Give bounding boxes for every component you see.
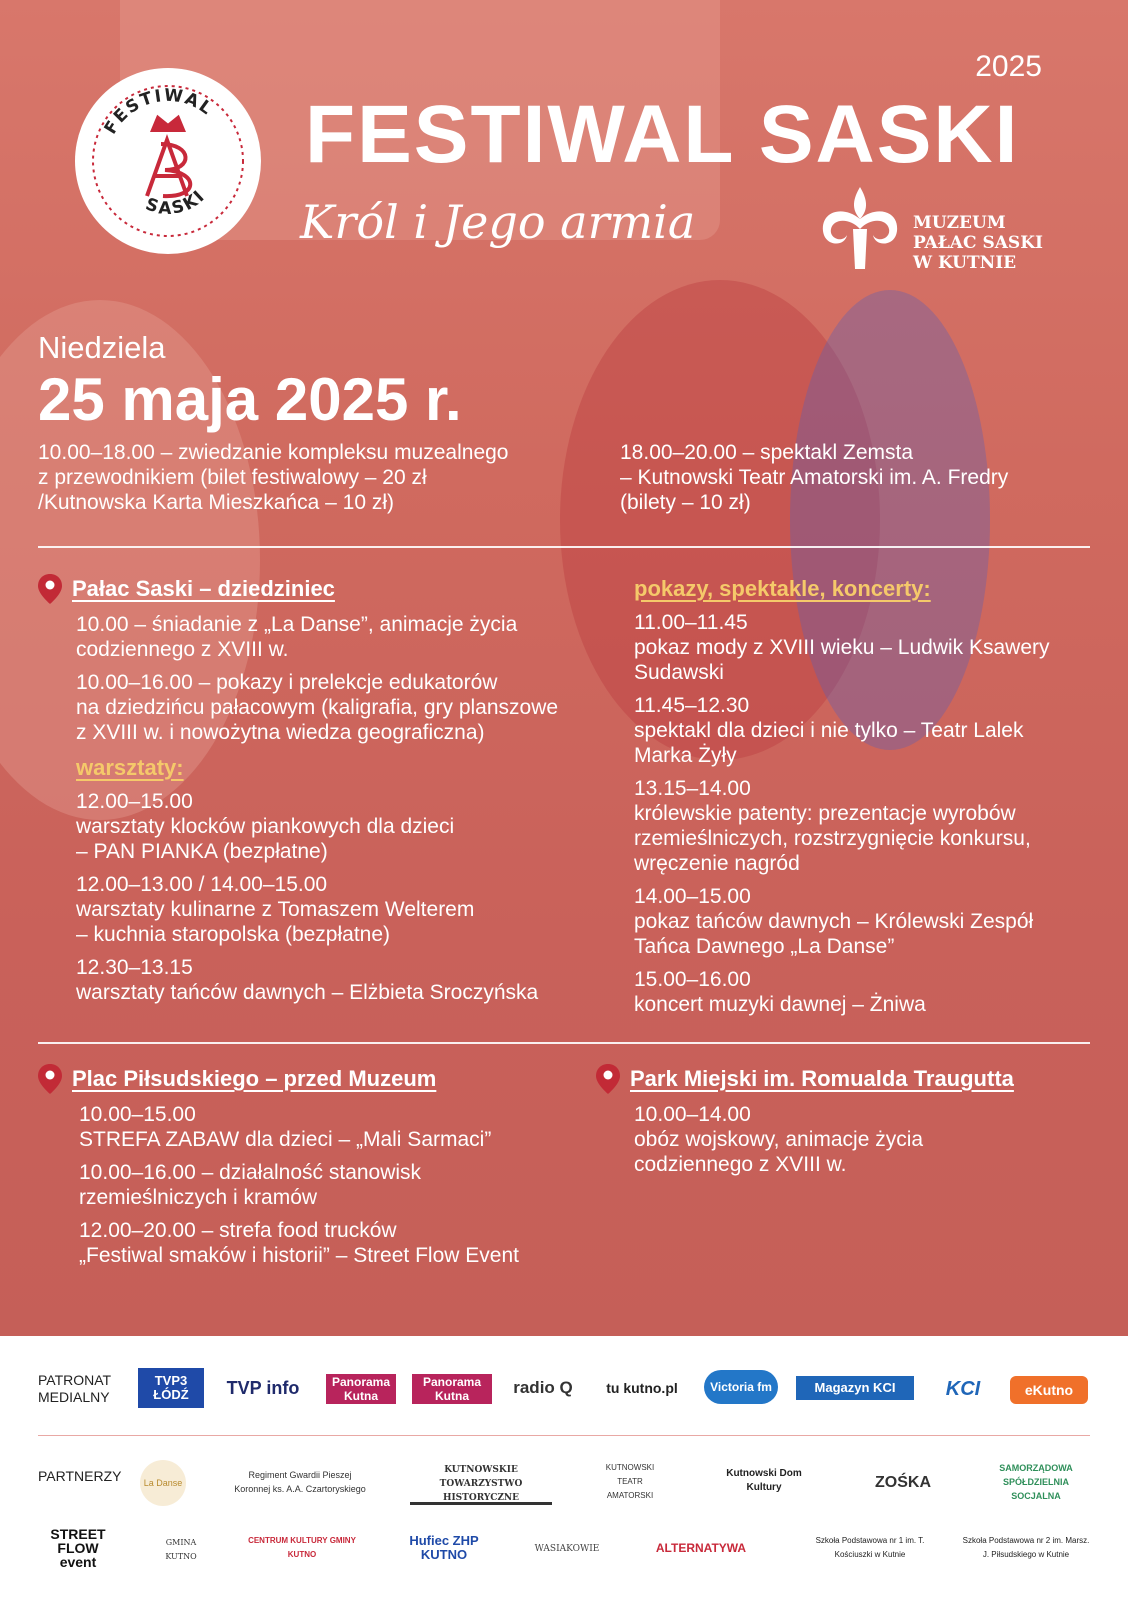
crown-monogram-icon [147, 118, 190, 196]
festival-subtitle: Król i Jego armia [300, 195, 696, 249]
partner-logo: KUTNOWSKIE TOWARZYSTWO HISTORYCZNE [410, 1466, 552, 1505]
palace-location: Pałac Saski – dziedziniec [72, 576, 335, 601]
fleur-ornament-icon [813, 185, 907, 275]
museum-logo [813, 185, 1053, 275]
intro-right-line: 18.00–20.00 – spektakl Zemsta [620, 441, 914, 464]
partner-logo: WASIAKOWIE [534, 1544, 600, 1554]
intro-right [620, 440, 1080, 515]
park-section [596, 1064, 1096, 1177]
media-logo: radio Q [513, 1378, 573, 1397]
list-item: 10.00–16.00 – działalność stanowisk rzemieślniczych i kramów [79, 1161, 422, 1209]
partners-label: PARTNERZY [38, 1468, 122, 1484]
partner-logo: STREET FLOW event [50, 1526, 106, 1570]
divider [38, 546, 1090, 548]
partner-logo: CENTRUM KULTURY GMINY KUTNO [248, 1536, 356, 1559]
partner-logo: ALTERNATYWA [655, 1541, 747, 1555]
list-item: 12.00–20.00 – strefa food trucków „Festiwal smaków i historii” – Street Flow Event [79, 1219, 519, 1267]
partner-logo: Hufiec ZHP KUTNO [409, 1533, 479, 1562]
shows-section [634, 576, 1094, 1017]
intro-left-line: 10.00–18.00 – zwiedzanie kompleksu muzealnego [38, 441, 509, 464]
museum-line-1: MUZEUM [913, 213, 1006, 233]
square-section [38, 1064, 598, 1268]
partner-logo: ZOŚKA [875, 1474, 931, 1491]
partner-logo: La Danse [140, 1460, 186, 1506]
media-logo: Panorama Kutna [326, 1374, 396, 1404]
festival-logo [75, 68, 261, 254]
media-logo: Victoria fm [704, 1370, 778, 1404]
list-item: 12.30–13.15 warsztaty tańców dawnych – Elżbieta Sroczyńska [76, 956, 539, 1004]
palace-section [38, 574, 598, 1005]
intro-left-line: z przewodnikiem (bilet festiwalowy – 20 zł [38, 466, 427, 489]
list-item: 10.00–16.00 – pokazy i prelekcje edukatorów na dziedzińcu pałacowym (kaligrafia, gry planszowe z XVIII w. i nowożytna wiedza geograficzna) [76, 671, 559, 744]
location-pin-icon [38, 1064, 62, 1094]
partner-logo: GMINA KUTNO [165, 1538, 197, 1561]
list-item: 14.00–15.00 pokaz tańców dawnych – Królewski Zespół Tańca Dawnego „La Danse” [634, 885, 1034, 958]
park-location: Park Miejski im. Romualda Traugutta [630, 1066, 1014, 1091]
event-day: Niedziela [38, 330, 166, 365]
media-logo: TVP info [226, 1378, 300, 1398]
intro-right-line: – Kutnowski Teatr Amatorski im. A. Fredry [620, 466, 1009, 489]
festival-title: FESTIWAL SASKI [305, 89, 1020, 180]
media-logo: Panorama Kutna [412, 1374, 492, 1404]
list-item: 15.00–16.00 koncert muzyki dawnej – Żniwa [634, 968, 926, 1016]
intro-left [38, 440, 578, 515]
list-item: 11.45–12.30 spektakl dla dzieci i nie tylko – Teatr Lalek Marka Żyły [634, 694, 1024, 767]
partner-logo: Regiment Gwardii Pieszej Koronnej ks. A.A. Czartoryskiego [234, 1470, 366, 1494]
partner-logo: Kutnowski Dom Kultury [726, 1468, 802, 1493]
logo-text-top: FESTIWAL [100, 85, 217, 138]
media-logo: Magazyn KCI [796, 1376, 914, 1400]
media-logo: eKutno [1010, 1376, 1088, 1404]
festival-year: 2025 [975, 50, 1042, 83]
svg-text:SASKI [143, 186, 210, 219]
museum-line-2: PAŁAC SASKI [913, 233, 1043, 253]
list-item: 10.00–14.00 obóz wojskowy, animacje życia codziennego z XVIII w. [634, 1103, 924, 1176]
media-logo: KCI [945, 1378, 981, 1400]
museum-line-3: W KUTNIE [913, 253, 1017, 273]
partner-logo: Szkoła Podstawowa nr 1 im. T. Kościuszki w Kutnie [815, 1536, 925, 1559]
event-date: 25 maja 2025 r. [38, 366, 462, 433]
list-item: 11.00–11.45 pokaz mody z XVIII wieku – Ludwik Ksawery Sudawski [634, 611, 1050, 684]
intro-left-line: /Kutnowska Karta Mieszkańca – 10 zł) [38, 491, 394, 514]
intro-right-line: (bilety – 10 zł) [620, 491, 751, 514]
workshops-label: warsztaty: [76, 755, 184, 780]
list-item: 13.15–14.00 królewskie patenty: prezentacje wyrobów rzemieślniczych, rozstrzygnięcie konkursu, wręczenie nagród [634, 777, 1031, 875]
square-location: Plac Piłsudskiego – przed Muzeum [72, 1066, 437, 1091]
media-patron-label: PATRONAT MEDIALNY [38, 1372, 112, 1405]
partner-logo: SAMORZĄDOWA SPÓŁDZIELNIA SOCJALNA [999, 1463, 1073, 1501]
logo-text-bottom: SASKI [142, 186, 210, 219]
list-item: 12.00–13.00 / 14.00–15.00 warsztaty kulinarne z Tomaszem Welterem – kuchnia staropolska (bezpłatne) [76, 873, 475, 946]
list-item: 10.00–15.00 STREFA ZABAW dla dzieci – „Mali Sarmaci” [79, 1103, 492, 1151]
shows-label: pokazy, spektakle, koncerty: [634, 576, 931, 601]
location-pin-icon [38, 574, 62, 604]
media-logo: TVP3 ŁÓDŹ [138, 1368, 204, 1408]
list-item: 12.00–15.00 warsztaty klocków piankowych dla dzieci – PAN PIANKA (bezpłatne) [76, 790, 455, 863]
media-logo: tu kutno.pl [606, 1380, 678, 1396]
divider [38, 1042, 1090, 1044]
partner-logo: KUTNOWSKI TEATR AMATORSKI [605, 1463, 655, 1500]
sponsors-divider [38, 1435, 1090, 1436]
list-item: 10.00 – śniadanie z „La Danse”, animacje życia codziennego z XVIII w. [76, 613, 518, 661]
location-pin-icon [596, 1064, 620, 1094]
partner-logo: Szkoła Podstawowa nr 2 im. Marsz. J. Piłsudskiego w Kutnie [962, 1536, 1090, 1559]
